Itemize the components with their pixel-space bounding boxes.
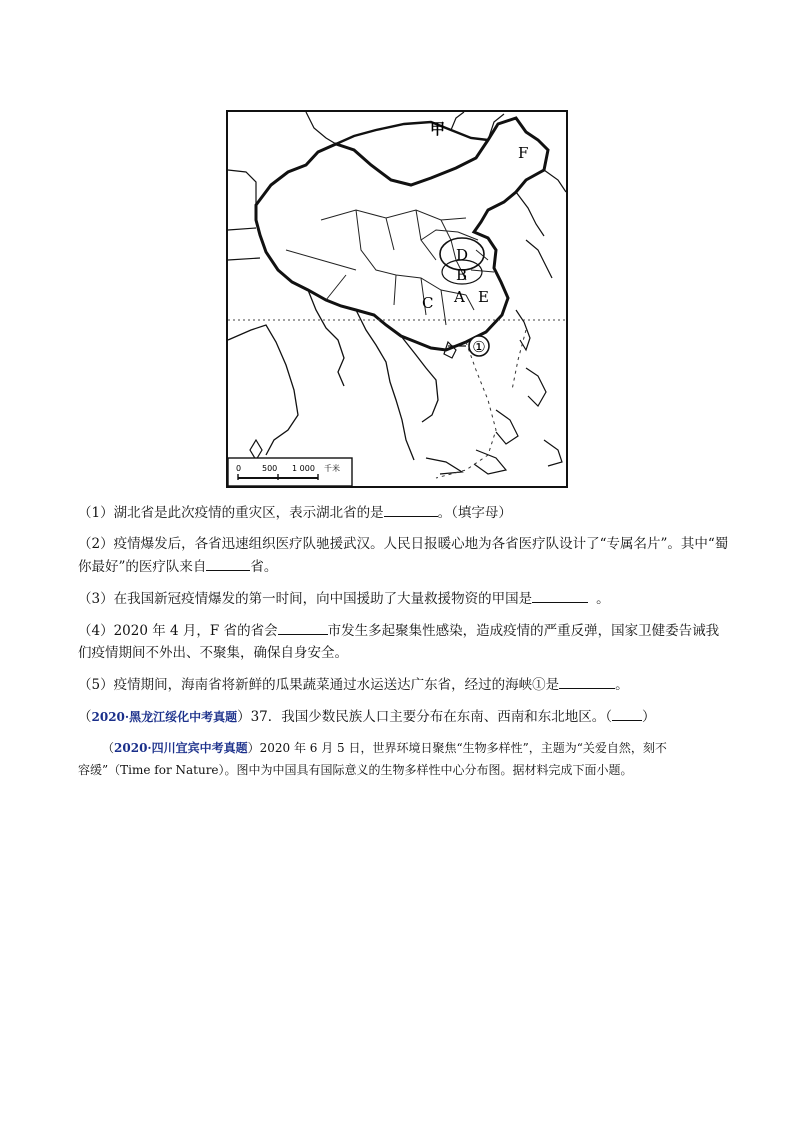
label-B: B [456,266,468,284]
strait-label: ① [472,338,486,356]
question-5 [78,675,718,694]
intro-source: 2020·四川宜宾中考真题 [114,741,248,755]
q3-text: （3）在我国新冠疫情爆发的第一时间，向中国援助了大量救援物资的甲国是 [78,591,533,607]
q4-text-cont: 们疫情期间不外出、不聚集，确保自身安全。 [78,645,348,661]
q4-text-2: 市发生多起聚集性感染，造成疫情的严重反弹，国家卫健委告诫我 [327,623,720,639]
question-4 [78,621,718,640]
question-2-cont [78,557,718,576]
label-A: A [454,288,465,306]
label-D: D [456,246,469,264]
scale-500: 500 [262,464,278,473]
scale-0: 0 [236,464,242,473]
scale-1000: 1 000 [292,464,315,473]
q2-suffix: 省。 [250,559,278,575]
q1-text: （1）湖北省是此次疫情的重灾区，表示湖北省的是 [78,505,384,521]
intro-paragraph-cont [78,761,718,779]
item-37 [78,707,718,726]
q1-answer-blank[interactable] [384,503,438,517]
china-asia-map [226,110,568,488]
q5-text: （5）疫情期间，海南省将新鲜的瓜果蔬菜通过水运送达广东省，经过的海峡①是 [78,677,560,693]
q3-answer-blank[interactable] [532,589,588,603]
label-E: E [478,288,489,306]
item37-paren-open: （ [78,709,92,725]
scale-unit: 千米 [324,464,340,473]
intro-text: ）2020 年 6 月 5 日，世界环境日聚焦“生物多样性”，主题为“关爱自然，刻不 [247,741,667,755]
question-2 [78,535,729,553]
q4-answer-blank[interactable] [278,621,328,635]
question-1 [78,503,718,522]
q3-suffix: 。 [596,591,610,607]
q1-suffix: 。（填字母） [437,505,512,521]
q2-text-cont: 你最好”的医疗队来自 [78,559,207,575]
q5-suffix: 。 [615,677,629,693]
question-4-cont [78,644,718,662]
intro-paragraph [102,739,718,757]
map-frame [227,111,567,487]
question-3 [78,589,718,608]
item37-text: 37．我国少数民族人口主要分布在东南、西南和东北地区。（ [250,709,613,725]
q4-text: （4）2020 年 4 月，F 省的省会 [78,623,278,639]
item37-paren-close: ） [237,709,251,725]
item37-source: 2020·黑龙江绥化中考真题 [91,710,238,724]
label-C: C [422,294,434,312]
item37-close: ） [642,709,656,725]
map-figure [226,110,568,488]
q2-answer-blank[interactable] [206,557,250,571]
label-jia: 甲 [430,120,446,138]
q5-answer-blank[interactable] [559,675,615,689]
q2-text: （2）疫情爆发后，各省迅速组织医疗队驰援武汉。人民日报暖心地为各省医疗队设计了“专属名片”。其中“蜀 [78,536,729,552]
item37-answer-blank[interactable] [612,707,642,721]
question-block [78,503,729,792]
intro-text-cont: 容缓”（Time for Nature）。图中为中国具有国际意义的生物多样性中心分布图。据材料完成下面小题。 [78,763,633,777]
label-F: F [518,144,529,162]
intro-paren-open: （ [102,741,115,755]
